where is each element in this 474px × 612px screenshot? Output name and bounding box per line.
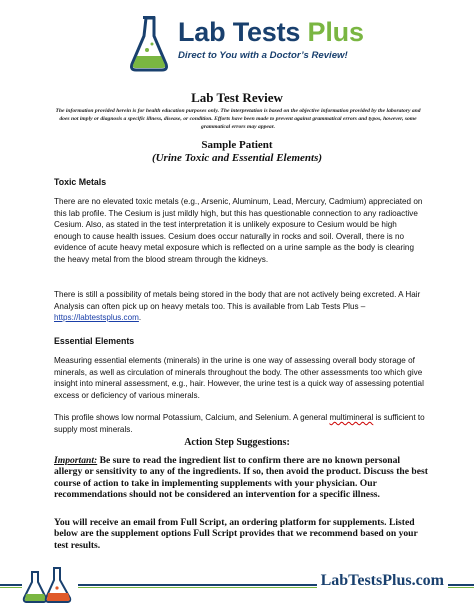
document-title: Lab Test Review xyxy=(191,90,283,105)
patient-name: Sample Patient xyxy=(201,139,273,151)
important-paragraph xyxy=(54,455,428,501)
patient-block xyxy=(0,139,474,165)
essential-elements-heading: Essential Elements xyxy=(54,336,135,346)
toxic-metals-paragraph-2 xyxy=(54,289,426,324)
patient-subtitle: (Urine Toxic and Essential Elements) xyxy=(151,152,323,164)
logo-word-lab-tests: Lab Tests xyxy=(178,17,301,47)
spellcheck-flagged-word: multimineral xyxy=(329,413,374,422)
important-label: Important: xyxy=(54,455,98,466)
toxic-metals-paragraph-2-end: . xyxy=(138,313,142,322)
toxic-metals-heading: Toxic Metals xyxy=(54,177,107,187)
logo-tagline: Direct to You with a Doctor’s Review! xyxy=(178,50,348,61)
footer xyxy=(0,566,474,606)
footer-brand[interactable]: LabTestsPlus.com xyxy=(317,572,448,590)
lab-flasks-icon xyxy=(22,564,78,606)
logo-word-plus: Plus xyxy=(307,17,364,47)
logo-title xyxy=(178,16,364,48)
toxic-metals-paragraph-2-text: There is still a possibility of metals being stored in the body that are not actively being excreted. A Hair Analysis can often pick up on heavy metals too. This is available from Lab Tests Plus – xyxy=(54,290,421,311)
flask-icon xyxy=(128,14,170,72)
full-script-paragraph: You will receive an email from Full Script, an ordering platform for supplements. Listed below are the supplement options Full Script provides that we recommend based on your test results. xyxy=(54,517,418,551)
toxic-metals-paragraph-1: There are no elevated toxic metals (e.g., Arsenic, Aluminum, Lead, Mercury, Cadmium) appreciated on this lab profile. The Cesium is just mildly high, but this has questionable connection to any radioactive Cesium. Also, as stated in the test interpretation it is unlikely exposure to Cesium would be high enough to cause health issues. Cesium does occur naturally in rocks and soil. Overall, there is no evidence of acute heavy metal exposure which is reflected on a urine sample as the body is clearing the heavy metal from the blood stream through the kidneys. xyxy=(54,197,423,264)
essential-elements-paragraph-2 xyxy=(54,412,426,435)
labtestsplus-link[interactable]: https://labtestsplus.com xyxy=(54,313,139,322)
important-text: Be sure to read the ingredient list to confirm there are no known personal allergy or sensitivity to any of the ingredients. If so, then avoid the product. Discuss the best course of action to take in implementing supplements with your physician. Our recommendations should not be considered an intervention for a specific illness. xyxy=(54,455,428,501)
essential-elements-paragraph-1: Measuring essential elements (minerals) in the urine is one way of assessing overall body storage of minerals, as well as circulation of minerals throughout the body. The other assessments too which give insight into mineral assessment, e.g., hair. However, the urine test is a quick way of assessing potential excess or deficiency of various minerals. xyxy=(54,356,424,400)
disclaimer-text: The information provided herein is for health education purposes only. The interpretation is based on the objective information provided by the laboratory and does not imply or diagnosis a specific illness, disease, or condition. Efforts have been made to prevent against grammatical errors and typos, however, some grammatical errors may appear. xyxy=(55,108,421,130)
action-steps-heading: Action Step Suggestions: xyxy=(184,437,290,448)
essential-elements-paragraph-2-after: is sufficient to supply most minerals. xyxy=(54,413,425,434)
essential-elements-paragraph-2-before: This profile shows low normal Potassium, Calcium, and Selenium. A general xyxy=(54,413,328,422)
lab-tests-plus-logo[interactable] xyxy=(128,14,364,74)
